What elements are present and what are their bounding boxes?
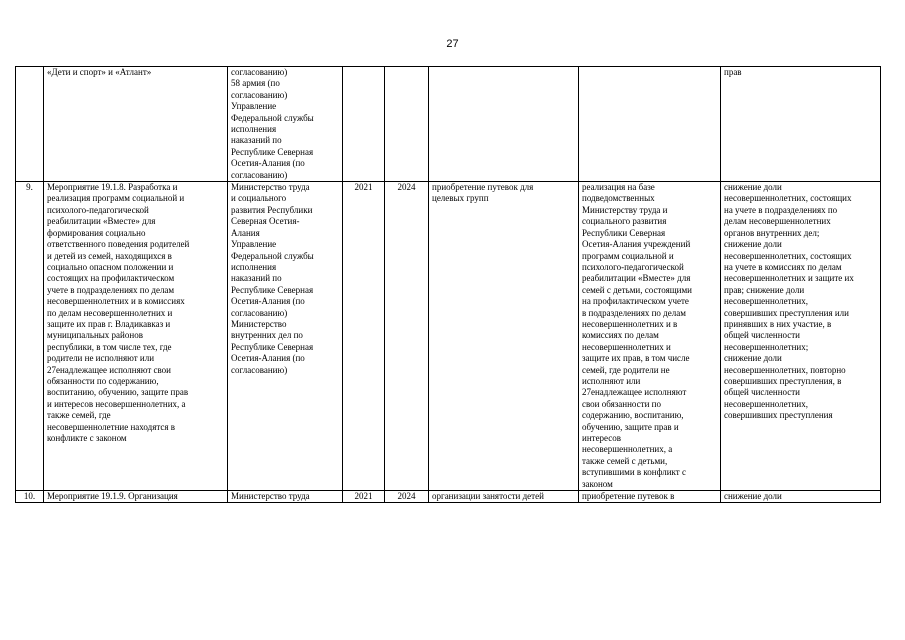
text-line: «Дети и спорт» и «Атлант» — [47, 67, 152, 77]
text-line: совершивших преступления или — [724, 307, 849, 318]
text-line: приобретение путевок в — [582, 491, 675, 502]
text-line: несовершеннолетних и в комиссиях — [47, 296, 185, 307]
indicator-cell — [721, 182, 881, 491]
text-line: комиссиях по делам — [582, 330, 659, 341]
text-line: реализация программ социальной и — [47, 193, 185, 204]
text-line: делам несовершеннолетних — [724, 216, 831, 227]
text-line: обязанности по содержанию, — [47, 375, 159, 386]
text-line: совершивших преступления — [724, 410, 833, 421]
row-number-cell: 10. — [16, 491, 44, 503]
text-line: снижение доли — [724, 239, 782, 250]
direct-result-cell — [429, 182, 579, 491]
text-line: муниципальных районов — [47, 330, 143, 341]
indicator-cell — [721, 491, 881, 503]
text-line: на учете в комиссиях по делам — [724, 261, 842, 272]
table-row — [16, 491, 881, 503]
text-line: конфликте с законом — [47, 433, 127, 443]
text-line: несовершеннолетних, — [724, 296, 808, 307]
text-line: социально опасном положении и — [47, 261, 174, 272]
text-line: интересов — [582, 433, 622, 443]
text-line: и детей из семей, находящихся в — [47, 250, 172, 261]
text-line: на профилактическом учете — [582, 296, 689, 307]
text-line: согласованию) — [231, 89, 288, 100]
text-line: 27енадлежащее исполняют свои — [47, 364, 171, 375]
text-line: снижение доли — [724, 491, 782, 502]
text-line: согласованию) — [231, 169, 288, 180]
text-line: Республике Северная — [231, 146, 314, 157]
text-line: Мероприятие 19.1.8. Разработка и — [47, 182, 178, 193]
executor-cell — [228, 182, 343, 491]
text-line: свои обязанности по — [582, 398, 661, 409]
text-line: реализация на базе — [582, 182, 655, 193]
text-line: согласованию) — [231, 307, 288, 318]
year-end-cell: 2024 — [385, 491, 429, 503]
text-line: внутренних дел по — [231, 330, 303, 341]
text-line: обучению, защите прав и — [582, 421, 679, 432]
text-line: Северная Осетия- — [231, 216, 300, 227]
text-line: несовершеннолетних, состоящих — [724, 250, 852, 261]
text-line: исполнения — [231, 261, 277, 272]
text-line: исполняют или — [582, 375, 641, 386]
text-line: Министерство труда — [231, 491, 310, 502]
text-line: родители не исполняют или — [47, 353, 155, 364]
text-line: психолого-педагогической — [582, 261, 684, 272]
text-line: Министерству труда и — [582, 204, 668, 215]
table-row — [16, 182, 881, 491]
text-line: несовершеннолетних и — [582, 341, 671, 352]
text-line: Мероприятие 19.1.9. Организация — [47, 491, 178, 502]
text-line: также семей, где — [47, 410, 111, 421]
text-line: учете в подразделениях по делам — [47, 284, 175, 295]
text-line: реабилитации «Вместе» для — [47, 216, 156, 227]
text-line: наказаний по — [231, 273, 282, 284]
text-line: органов внутренних дел; — [724, 227, 820, 238]
text-line: прав; снижение доли — [724, 284, 805, 295]
text-line: Федеральной службы — [231, 250, 314, 261]
text-line: 27енадлежащее исполняют — [582, 387, 687, 398]
row-number-cell: 9. — [16, 182, 44, 491]
text-line: формирования социально — [47, 227, 146, 238]
text-line: подведомственных — [582, 193, 655, 204]
text-line: социального развития — [582, 216, 667, 227]
text-line: реабилитации «Вместе» для — [582, 273, 691, 284]
text-line: несовершеннолетних, состоящих — [724, 193, 852, 204]
text-line: на учете в подразделениях по — [724, 204, 838, 215]
event-cell — [44, 491, 228, 503]
event-cell — [44, 182, 228, 491]
text-line: состоящих на профилактическом — [47, 273, 175, 284]
text-line: Министерство — [231, 318, 287, 329]
event-cell — [44, 67, 228, 182]
text-line: и интересов несовершеннолетних, а — [47, 398, 186, 409]
text-line: в подразделениях по делам — [582, 307, 686, 318]
text-line: снижение доли — [724, 182, 782, 193]
text-line: принявших в них участие, в — [724, 318, 832, 329]
text-line: по делам несовершеннолетних и — [47, 307, 173, 318]
year-start-cell — [343, 67, 385, 182]
content-cell — [579, 67, 721, 182]
text-line: Осетия-Алания учреждений — [582, 239, 691, 250]
executor-cell — [228, 491, 343, 503]
text-line: защите их прав, в том числе — [582, 353, 690, 364]
text-line: Министерство труда — [231, 182, 310, 193]
text-line: несовершеннолетних и защите их — [724, 273, 854, 284]
page-number: 27 — [446, 38, 459, 50]
text-line: Алания — [231, 227, 260, 238]
text-line: семей с детьми, состоящими — [582, 284, 692, 295]
text-line: прав — [724, 67, 742, 77]
text-line: Федеральной службы — [231, 112, 314, 123]
text-line: несовершеннолетних, повторно — [724, 364, 846, 375]
text-line: ответственного поведения родителей — [47, 239, 190, 250]
text-line: общей численности — [724, 387, 800, 398]
text-line: снижение доли — [724, 353, 782, 364]
content-cell — [579, 182, 721, 491]
text-line: Республики Северная — [582, 227, 666, 238]
year-start-cell: 2021 — [343, 182, 385, 491]
text-line: психолого-педагогической — [47, 204, 149, 215]
text-line: воспитанию, обучению, защите прав — [47, 387, 189, 398]
text-line: несовершеннолетних и в — [582, 318, 678, 329]
text-line: семей, где родители не — [582, 364, 670, 375]
text-line: республики, в том числе тех, где — [47, 341, 172, 352]
text-line: Управление — [231, 239, 277, 250]
text-line: защите их прав г. Владикавказ и — [47, 318, 171, 329]
text-line: Республике Северная — [231, 341, 314, 352]
table-row — [16, 67, 881, 182]
text-line: Осетия-Алания (по — [231, 296, 305, 307]
program-table — [15, 66, 881, 503]
direct-result-cell — [429, 491, 579, 503]
text-line: законом — [582, 478, 613, 489]
text-line: совершивших преступления, в — [724, 375, 842, 386]
text-line: несовершеннолетних; — [724, 341, 809, 352]
text-line: и социального — [231, 193, 287, 204]
year-end-cell: 2024 — [385, 182, 429, 491]
direct-result-cell — [429, 67, 579, 182]
text-line: несовершеннолетних, — [724, 398, 808, 409]
text-line: общей численности — [724, 330, 800, 341]
text-line: вступившими в конфликт с — [582, 467, 686, 478]
text-line: согласованию) — [231, 364, 288, 375]
text-line: развития Республики — [231, 204, 313, 215]
text-line: несовершеннолетних, а — [582, 444, 673, 455]
text-line: Осетия-Алания (по — [231, 353, 305, 364]
content-cell — [579, 491, 721, 503]
text-line: Осетия-Алания (по — [231, 158, 305, 169]
executor-cell — [228, 67, 343, 182]
year-end-cell — [385, 67, 429, 182]
text-line: Управление — [231, 101, 277, 112]
text-line: несовершеннолетние находятся в — [47, 421, 176, 432]
text-line: приобретение путевок для — [432, 182, 534, 193]
text-line: организации занятости детей — [432, 491, 544, 502]
year-start-cell: 2021 — [343, 491, 385, 503]
text-line: 58 армия (по — [231, 78, 280, 89]
text-line: программ социальной и — [582, 250, 674, 261]
row-number-cell — [16, 67, 44, 182]
text-line: также семей с детьми, — [582, 455, 668, 466]
text-line: исполнения — [231, 124, 277, 135]
text-line: содержанию, воспитанию, — [582, 410, 684, 421]
text-line: согласованию) — [231, 67, 288, 77]
text-line: Республике Северная — [231, 284, 314, 295]
text-line: целевых групп — [432, 193, 489, 204]
text-line: наказаний по — [231, 135, 282, 146]
indicator-cell — [721, 67, 881, 182]
